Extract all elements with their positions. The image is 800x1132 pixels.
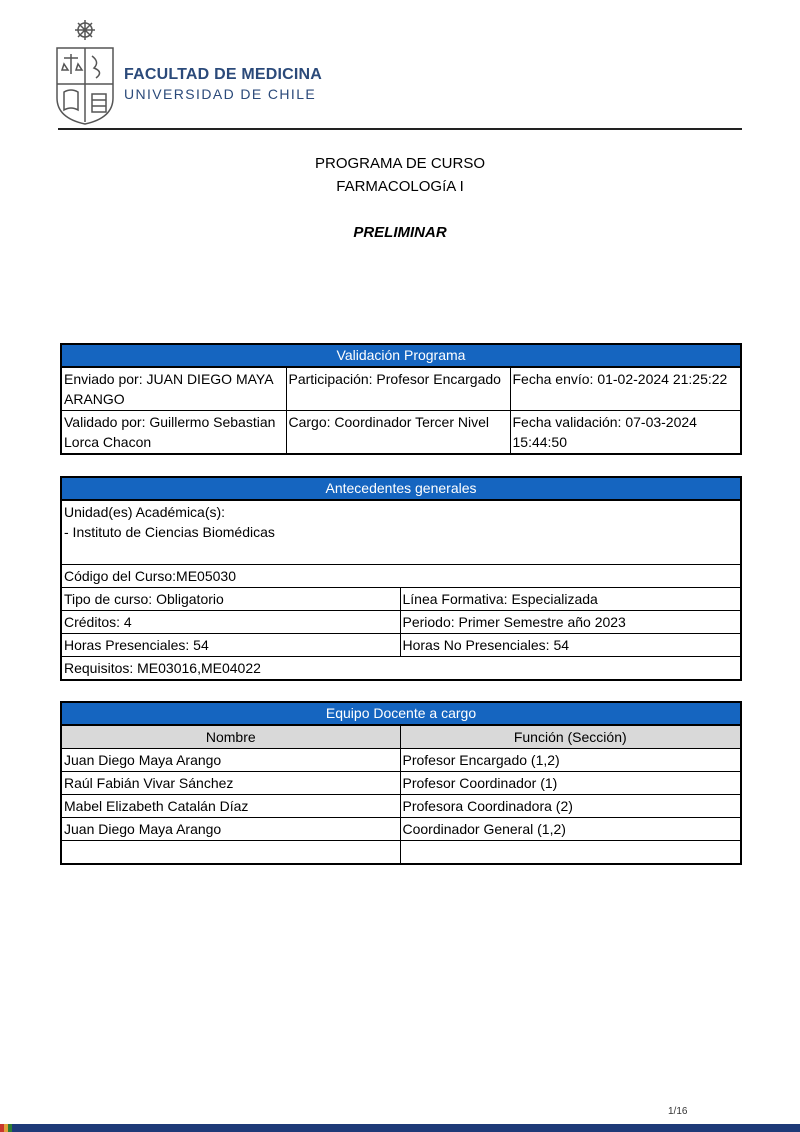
logo-faculty-name: FACULTAD DE MEDICINA — [124, 66, 323, 83]
validation-table — [60, 343, 742, 455]
course-type: Tipo de curso: Obligatorio — [61, 588, 400, 611]
in-person-hours: Horas Presenciales: 54 — [61, 634, 400, 657]
credits: Créditos: 4 — [61, 611, 400, 634]
teacher-function: Profesor Coordinador (1) — [400, 772, 741, 795]
general-background-header: Antecedentes generales — [61, 477, 741, 500]
teacher-name: Juan Diego Maya Arango — [61, 749, 400, 772]
table-row — [61, 772, 741, 795]
training-line: Línea Formativa: Especializada — [400, 588, 741, 611]
academic-units-label: Unidad(es) Académica(s): — [64, 504, 226, 520]
empty-cell — [400, 841, 741, 865]
prerequisites: Requisitos: ME03016,ME04022 — [61, 657, 741, 681]
column-header-function: Función (Sección) — [400, 725, 741, 749]
teaching-team-table — [60, 701, 742, 865]
non-in-person-hours: Horas No Presenciales: 54 — [400, 634, 741, 657]
teacher-function: Coordinador General (1,2) — [400, 818, 741, 841]
document-title: PROGRAMA DE CURSO — [314, 155, 486, 172]
teacher-name: Juan Diego Maya Arango — [61, 818, 400, 841]
footer-color-bar — [0, 1124, 800, 1132]
course-code: Código del Curso:ME05030 — [61, 565, 741, 588]
logo-university-name: UNIVERSIDAD DE CHILE — [124, 86, 317, 102]
teacher-function: Profesora Coordinadora (2) — [400, 795, 741, 818]
validation-date: Fecha validación: 07-03-2024 15:44:50 — [510, 411, 741, 455]
validated-by: Validado por: Guillermo Sebastian Lorca Chacon — [61, 411, 286, 455]
academic-units-cell — [61, 500, 741, 565]
header-divider — [58, 128, 742, 130]
table-row — [61, 749, 741, 772]
table-row — [61, 818, 741, 841]
sent-by: Enviado por: JUAN DIEGO MAYA ARANGO — [61, 367, 286, 411]
university-seal-icon — [52, 18, 118, 126]
general-background-table — [60, 476, 742, 681]
participation: Participación: Profesor Encargado — [286, 367, 510, 411]
sent-date: Fecha envío: 01-02-2024 21:25:22 — [510, 367, 741, 411]
validation-header: Validación Programa — [61, 344, 741, 367]
empty-row — [61, 841, 741, 865]
column-header-name: Nombre — [61, 725, 400, 749]
academic-unit-item: - Instituto de Ciencias Biomédicas — [64, 524, 275, 540]
document-status: PRELIMINAR — [353, 224, 447, 241]
table-row — [61, 795, 741, 818]
page-number: 1/16 — [668, 1106, 688, 1117]
teaching-team-header: Equipo Docente a cargo — [61, 702, 741, 725]
teacher-name: Mabel Elizabeth Catalán Díaz — [61, 795, 400, 818]
position: Cargo: Coordinador Tercer Nivel — [286, 411, 510, 455]
university-logo — [52, 18, 323, 126]
period: Periodo: Primer Semestre año 2023 — [400, 611, 741, 634]
empty-cell — [61, 841, 400, 865]
course-name: FARMACOLOGíA I — [336, 178, 464, 195]
teacher-function: Profesor Encargado (1,2) — [400, 749, 741, 772]
teacher-name: Raúl Fabián Vivar Sánchez — [61, 772, 400, 795]
